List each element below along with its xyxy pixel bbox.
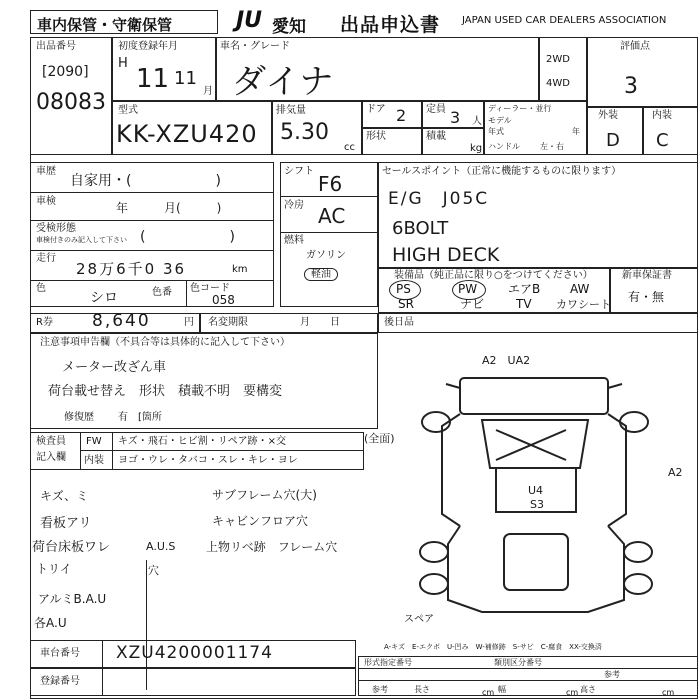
equipment-navi: ナビ — [460, 297, 485, 311]
door-value: 2 — [396, 106, 407, 125]
spec-ref-label-2: 参考 — [372, 685, 388, 694]
spec-unit-1: cm — [482, 688, 495, 697]
color-value: シロ — [90, 290, 118, 306]
displacement-unit: cc — [344, 142, 355, 153]
ac-value: AC — [318, 204, 346, 228]
registration-month: 11 — [174, 68, 197, 89]
dealer-handle-label: ハンドル — [488, 142, 520, 151]
pw-circle — [452, 280, 486, 300]
warranty-label: 新車保証書 — [622, 270, 672, 281]
notes-line-1: メーター改ざん車 — [62, 360, 167, 375]
history-label: 車歴 — [36, 166, 56, 177]
name-change-value: 月 日 — [300, 317, 340, 328]
dealer-handle-value: 左・右 — [540, 142, 564, 151]
lot-number: 08083 — [36, 90, 106, 115]
equipment-tv: TV — [516, 297, 532, 311]
remark-left-2: 看板アリ — [40, 516, 92, 531]
remark-left-1: キズ、ミ — [40, 489, 89, 503]
remark-left-5: アルミB.A.U — [38, 592, 107, 606]
color-code-label: 色コード — [190, 283, 230, 294]
fuel-gasoline: ガソリン — [306, 250, 346, 261]
interior-inspect-items: ヨゴ・ウレ・タバコ・スレ・キレ・ヨレ — [118, 455, 298, 466]
selling-points-label: セールスポイント（正常に機能するものに限ります） — [382, 166, 622, 177]
displacement-value: 5.30 — [280, 120, 329, 145]
check-label: 受検形態 — [36, 223, 76, 234]
check-sub: 車検付きのみ記入して下さい — [36, 236, 127, 244]
ac-label: 冷房 — [284, 200, 304, 211]
spec-length-label: 長さ — [414, 685, 430, 694]
document-title: 出品申込書 — [340, 14, 441, 36]
model-label: 型式 — [118, 105, 138, 116]
equipment-airbag: エアB — [508, 282, 541, 296]
remark-left-4: トリイ — [36, 562, 72, 576]
remark-hole: 穴 — [148, 564, 159, 577]
recycle-label: R券 — [36, 317, 53, 328]
name-change-label: 名変期限 — [208, 317, 248, 328]
association-name: JAPAN USED CAR DEALERS ASSOCIATION — [462, 15, 667, 26]
repair-value: 有 [箇所 — [118, 412, 162, 423]
equipment-ps: PS — [396, 282, 411, 296]
equipment-leather: カワシート — [556, 298, 611, 311]
registration-month-unit: 月 — [203, 86, 213, 97]
drive-box — [539, 37, 587, 101]
inspector-label-1: 検査員 — [36, 436, 66, 447]
spec-width-label: 幅 — [498, 685, 506, 694]
chassis-value: XZU4200001174 — [116, 643, 273, 663]
color-code-value: 058 — [212, 293, 235, 307]
dealer-year-unit: 年 — [572, 127, 580, 136]
dealer-label: ディーラー・並行 — [488, 104, 552, 113]
load-label: 積載 — [426, 131, 446, 142]
model-value: KK-XZU420 — [116, 120, 258, 148]
later-docs-label: 後日品 — [384, 317, 414, 328]
registration-label: 初度登録年月 — [118, 41, 178, 52]
equipment-label: 装備品（純正品に限り○をつけてください） — [394, 270, 593, 281]
car-name-label: 車名・グレード — [220, 41, 290, 52]
remark-left-6: 各A.U — [34, 616, 67, 630]
shape-label: 形状 — [366, 131, 386, 142]
color-label: 色 — [36, 283, 46, 294]
fw-label: FW — [86, 436, 102, 447]
color-number-label: 色番 — [152, 287, 172, 298]
diagram-legend: A-キズ E-エクボ U-凹み W-補修跡 S-サビ C-腐食 XX-交換済 — [384, 643, 602, 651]
grade-score: 3 — [624, 74, 638, 99]
diagram-front-marks: A2 UA2 — [482, 354, 531, 367]
car-name: ダイナ — [232, 62, 334, 102]
shift-value: F6 — [318, 172, 343, 196]
header-title-box — [30, 10, 218, 34]
check-value: ( ) — [140, 229, 235, 245]
warranty-value: 有・無 — [628, 290, 665, 304]
chassis-label: 車台番号 — [40, 648, 80, 659]
recycle-unit: 円 — [184, 317, 194, 328]
diagram-side-mark: A2 — [668, 466, 683, 479]
equipment-pw: PW — [458, 282, 478, 296]
remark-left-3: 荷台床板ワレ — [32, 540, 111, 555]
mileage-label: 走行 — [36, 253, 56, 264]
inspector-label-2: 記入欄 — [36, 452, 66, 463]
diagram-s3: S3 — [530, 498, 544, 511]
shift-label: シフト — [284, 166, 314, 177]
diagram-spare: スペア — [404, 614, 434, 625]
tax-label: 車検 — [36, 196, 56, 207]
org-name: 愛知 — [272, 17, 306, 37]
fuel-diesel: 軽油 — [304, 268, 338, 281]
dealer-year-label: 年式 — [488, 127, 504, 136]
tax-value: 年 月( ) — [116, 201, 222, 215]
history-value: 自家用・( ) — [70, 173, 221, 189]
notes-label: 注意事項申告欄（不具合等は具体的に記入して下さい） — [40, 337, 290, 348]
selling-point-1: E/G J05C — [388, 189, 490, 209]
exterior-label: 外装 — [598, 110, 618, 121]
selling-point-2: 6BOLT — [392, 218, 449, 239]
door-label: ドア — [366, 104, 386, 115]
header-title-left: 車内保管・守衛保管 — [37, 16, 173, 34]
remark-right-2: キャビンフロア穴 — [212, 514, 309, 528]
drive-2wd: 2WD — [546, 54, 570, 65]
fw-note: (全面) — [364, 432, 395, 445]
spec-height-label: 高さ — [580, 685, 596, 694]
interior-label: 内装 — [652, 110, 672, 121]
load-unit: kg — [470, 143, 483, 154]
selling-point-3: HIGH DECK — [392, 244, 500, 266]
registration-year: 11 — [136, 64, 170, 94]
later-docs-box — [378, 313, 698, 333]
mileage-unit: km — [232, 264, 248, 275]
lot-label: 出品番号 — [36, 41, 76, 52]
drive-4wd: 4WD — [546, 78, 570, 89]
spec-class-label: 類別区分番号 — [494, 658, 542, 667]
exterior-value: D — [606, 130, 620, 151]
reg-number-label: 登録番号 — [40, 676, 80, 687]
spec-unit-3: cm — [662, 688, 675, 697]
equipment-sr: SR — [398, 297, 414, 311]
spec-ref-label-1: 参考 — [604, 670, 620, 679]
recycle-value: 8,640 — [92, 311, 151, 331]
displacement-label: 排気量 — [276, 105, 306, 116]
remark-right-3: 上物リベ跡 フレーム穴 — [206, 540, 338, 554]
capacity-label: 定員 — [426, 104, 446, 115]
capacity-unit: 人 — [472, 116, 482, 127]
remark-right-1: サブフレーム穴(大) — [212, 488, 317, 502]
equipment-aw: AW — [570, 282, 590, 296]
diagram-u4: U4 — [528, 484, 544, 497]
interior-value: C — [656, 130, 669, 151]
fw-items: キズ・飛石・ヒビ割・リペア跡・×交 — [118, 436, 286, 447]
interior-inspect-label: 内装 — [84, 455, 104, 466]
ps-circle — [389, 280, 421, 300]
remark-auc: A.U.S — [146, 540, 176, 553]
registration-era: H — [118, 56, 128, 71]
lot-sub-number: [2090] — [42, 64, 89, 80]
repair-label: 修復歴 — [64, 412, 94, 423]
spec-unit-2: cm — [566, 688, 579, 697]
capacity-value: 3 — [450, 108, 461, 127]
mileage-value: 28万6千0 36 — [76, 260, 187, 278]
ju-logo: JU — [236, 8, 263, 33]
fuel-label: 燃料 — [284, 235, 304, 246]
notes-line-2: 荷台載せ替え 形状 積載不明 要構変 — [48, 384, 283, 399]
grade-label: 評価点 — [620, 41, 650, 52]
dealer-model-label: モデル — [488, 116, 512, 125]
spec-type-label: 形式指定番号 — [364, 658, 412, 667]
